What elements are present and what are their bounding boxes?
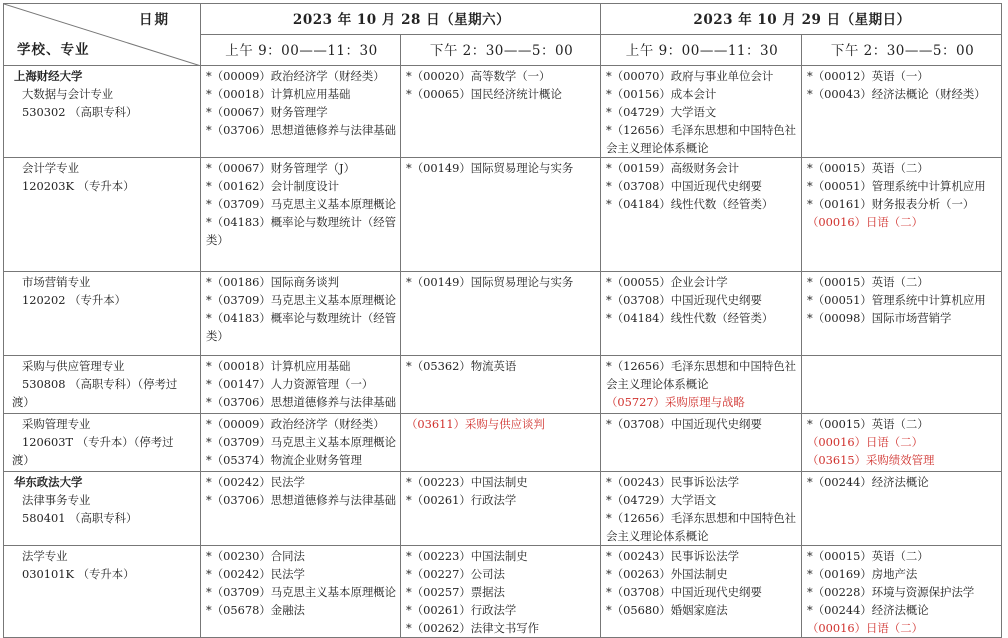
exam-subject: *（04729）大学语文 [606,105,717,119]
corner-school-label: 学校、专业 [17,42,90,58]
exam-subject: （00016）日语（二） [807,621,923,635]
program-code: 120202 （专升本） [22,293,127,307]
exam-subject: *（03706）思想道德修养与法律基础 [206,123,397,137]
program-name: 采购管理专业 [22,417,91,431]
program-code: 030101K （专升本） [22,567,135,581]
exam-subject: *（00015）英语（二） [807,161,929,175]
exam-subject: *（00149）国际贸易理论与实务 [406,275,574,289]
exam-slot-cell-sun-pm [802,414,1002,472]
exam-slot-cell-sun-pm [802,272,1002,356]
program-code: 120203K （专升本） [22,179,135,193]
exam-slot-cell-sat-pm [401,414,601,472]
header-corner-cell [4,4,201,66]
exam-slot-cell-sun-am [601,66,802,158]
day2-am-slot-header: 上午 9：00——11：30 [601,35,802,66]
exam-subject: *（00257）票据法 [406,585,505,599]
exam-subject: *（00043）经济法概论（财经类） [807,87,986,101]
exam-subject: *（05680）婚姻家庭法 [606,603,728,617]
program-note: 渡） [12,395,35,409]
exam-subject: *（00244）经济法概论 [807,603,929,617]
exam-schedule-table [3,3,1002,638]
day2-pm-slot-header: 下午 2：30——5：00 [802,35,1002,66]
program-note: 渡） [12,453,35,467]
exam-subject: *（00169）房地产法 [807,567,918,581]
exam-slot-cell-sun-am [601,158,802,272]
exam-slot-cell-sun-pm [802,472,1002,546]
exam-subject: *（00065）国民经济统计概论 [406,87,562,101]
exam-slot-cell-sat-am [201,272,401,356]
exam-subject: *（12656）毛泽东思想和中国特色社会主义理论体系概论 [606,511,797,543]
program-cell [4,472,201,546]
exam-slot-cell-sun-am [601,356,802,414]
exam-subject: *（04183）概率论与数理统计（经管类） [206,311,397,343]
program-name: 会计学专业 [22,161,79,175]
program-code: 120603T （专升本）（停考过 [22,435,174,449]
exam-subject: *（00262）法律文书写作 [406,621,540,635]
exam-slot-cell-sat-am [201,546,401,638]
day2-header: 2023 年 10 月 29 日（星期日） [601,4,1002,35]
exam-subject: （00016）日语（二） [807,215,923,229]
exam-slot-cell-sun-pm [802,66,1002,158]
exam-subject: *（03708）中国近现代史纲要 [606,293,762,307]
exam-slot-cell-sat-am [201,414,401,472]
university-name: 上海财经大学 [14,69,83,83]
program-row [4,356,1002,414]
exam-subject: *（00159）高级财务会计 [606,161,740,175]
exam-subject: *（00018）计算机应用基础 [206,359,351,373]
exam-subject: *（00009）政治经济学（财经类） [206,69,385,83]
exam-subject: *（00018）计算机应用基础 [206,87,351,101]
exam-subject: *（00015）英语（二） [807,417,929,431]
exam-subject: *（00098）国际市场营销学 [807,311,952,325]
exam-slot-cell-sun-am [601,272,802,356]
program-row [4,158,1002,272]
exam-subject: *（00067）财务管理学（J） [206,161,356,175]
exam-slot-cell-sat-pm [401,272,601,356]
exam-subject: *（00051）管理系统中计算机应用 [807,179,986,193]
exam-subject: *（00228）环境与资源保护法学 [807,585,975,599]
exam-subject: *（03709）马克思主义基本原理概论 [206,585,397,599]
exam-subject: *（00263）外国法制史 [606,567,728,581]
exam-subject: *（03708）中国近现代史纲要 [606,179,762,193]
exam-subject: *（00051）管理系统中计算机应用 [807,293,986,307]
exam-slot-cell-sat-am [201,356,401,414]
exam-subject: *（03709）马克思主义基本原理概论 [206,435,397,449]
exam-subject: *（00242）民法学 [206,475,305,489]
program-cell [4,546,201,638]
exam-slot-cell-sat-pm [401,356,601,414]
exam-subject: *（03709）马克思主义基本原理概论 [206,293,397,307]
program-code: 580401 （高职专科） [22,511,138,525]
exam-subject: *（00015）英语（二） [807,275,929,289]
exam-subject: *（04184）线性代数（经管类） [606,197,774,211]
exam-subject: *（12656）毛泽东思想和中国特色社会主义理论体系概论 [606,359,797,391]
exam-subject: *（04729）大学语文 [606,493,717,507]
exam-slot-cell-sat-pm [401,66,601,158]
exam-subject: *（00147）人力资源管理（一） [206,377,374,391]
program-name: 市场营销专业 [22,275,91,289]
day1-am-slot-header: 上午 9：00——11：30 [201,35,401,66]
exam-subject: *（00227）公司法 [406,567,505,581]
exam-subject: *（00156）成本会计 [606,87,717,101]
header-row-dates [4,4,1002,35]
exam-slot-cell-sun-pm [802,158,1002,272]
exam-subject: *（05678）金融法 [206,603,305,617]
exam-subject: （05727）采购原理与战略 [606,395,745,409]
program-name: 法律事务专业 [22,493,91,507]
exam-slot-cell-sun-am [601,414,802,472]
university-name: 华东政法大学 [14,475,83,489]
exam-subject: *（00067）财务管理学 [206,105,328,119]
program-row [4,414,1002,472]
program-row [4,472,1002,546]
program-cell [4,356,201,414]
program-code: 530808 （高职专科）（停考过 [22,377,178,391]
exam-subject: *（00244）经济法概论 [807,475,929,489]
program-name: 大数据与会计专业 [22,87,114,101]
exam-slot-cell-sat-pm [401,472,601,546]
exam-subject: *（00261）行政法学 [406,603,517,617]
day1-pm-slot-header: 下午 2：30——5：00 [401,35,601,66]
program-code: 530302 （高职专科） [22,105,138,119]
exam-subject: *（00223）中国法制史 [406,475,528,489]
exam-subject: *（03708）中国近现代史纲要 [606,585,762,599]
schedule-body [4,66,1002,638]
corner-date-label: 日期 [139,12,170,28]
exam-subject: *（00015）英语（二） [807,549,929,563]
exam-subject: *（00012）英语（一） [807,69,929,83]
exam-subject: *（03706）思想道德修养与法律基础 [206,493,397,507]
exam-slot-cell-sat-pm [401,158,601,272]
exam-subject: *（00161）财务报表分析（一） [807,197,975,211]
exam-subject: （03611）采购与供应谈判 [406,417,545,431]
program-cell [4,66,201,158]
program-row [4,272,1002,356]
program-row [4,546,1002,638]
exam-slot-cell-sat-am [201,66,401,158]
exam-subject: *（00162）会计制度设计 [206,179,340,193]
exam-slot-cell-sat-am [201,158,401,272]
exam-subject: （00016）日语（二） [807,435,923,449]
exam-subject: *（00186）国际商务谈判 [206,275,340,289]
exam-subject: *（03706）思想道德修养与法律基础 [206,395,397,409]
exam-slot-cell-sun-pm [802,356,1002,414]
exam-subject: *（00070）政府与事业单位会计 [606,69,774,83]
exam-subject: *（12656）毛泽东思想和中国特色社会主义理论体系概论 [606,123,797,155]
program-row [4,66,1002,158]
exam-subject: *（03709）马克思主义基本原理概论 [206,197,397,211]
exam-slot-cell-sat-pm [401,546,601,638]
exam-slot-cell-sat-am [201,472,401,546]
exam-subject: *（00230）合同法 [206,549,305,563]
exam-subject: *（00243）民事诉讼法学 [606,549,740,563]
exam-slot-cell-sun-am [601,472,802,546]
program-cell [4,158,201,272]
exam-slot-cell-sun-am [601,546,802,638]
exam-subject: *（00242）民法学 [206,567,305,581]
exam-subject: *（05374）物流企业财务管理 [206,453,362,467]
exam-subject: *（00261）行政法学 [406,493,517,507]
exam-slot-cell-sun-pm [802,546,1002,638]
program-cell [4,272,201,356]
exam-subject: *（00223）中国法制史 [406,549,528,563]
exam-subject: *（05362）物流英语 [406,359,517,373]
program-cell [4,414,201,472]
program-name: 采购与供应管理专业 [22,359,125,373]
program-name: 法学专业 [22,549,68,563]
exam-subject: *（00020）高等数学（一） [406,69,551,83]
exam-subject: *（00243）民事诉讼法学 [606,475,740,489]
exam-subject: *（00055）企业会计学 [606,275,728,289]
exam-subject: *（04184）线性代数（经管类） [606,311,774,325]
exam-subject: *（00009）政治经济学（财经类） [206,417,385,431]
exam-subject: *（04183）概率论与数理统计（经管类） [206,215,397,247]
exam-subject: *（03708）中国近现代史纲要 [606,417,762,431]
exam-subject: （03615）采购绩效管理 [807,453,935,467]
day1-header: 2023 年 10 月 28 日（星期六） [201,4,601,35]
exam-subject: *（00149）国际贸易理论与实务 [406,161,574,175]
